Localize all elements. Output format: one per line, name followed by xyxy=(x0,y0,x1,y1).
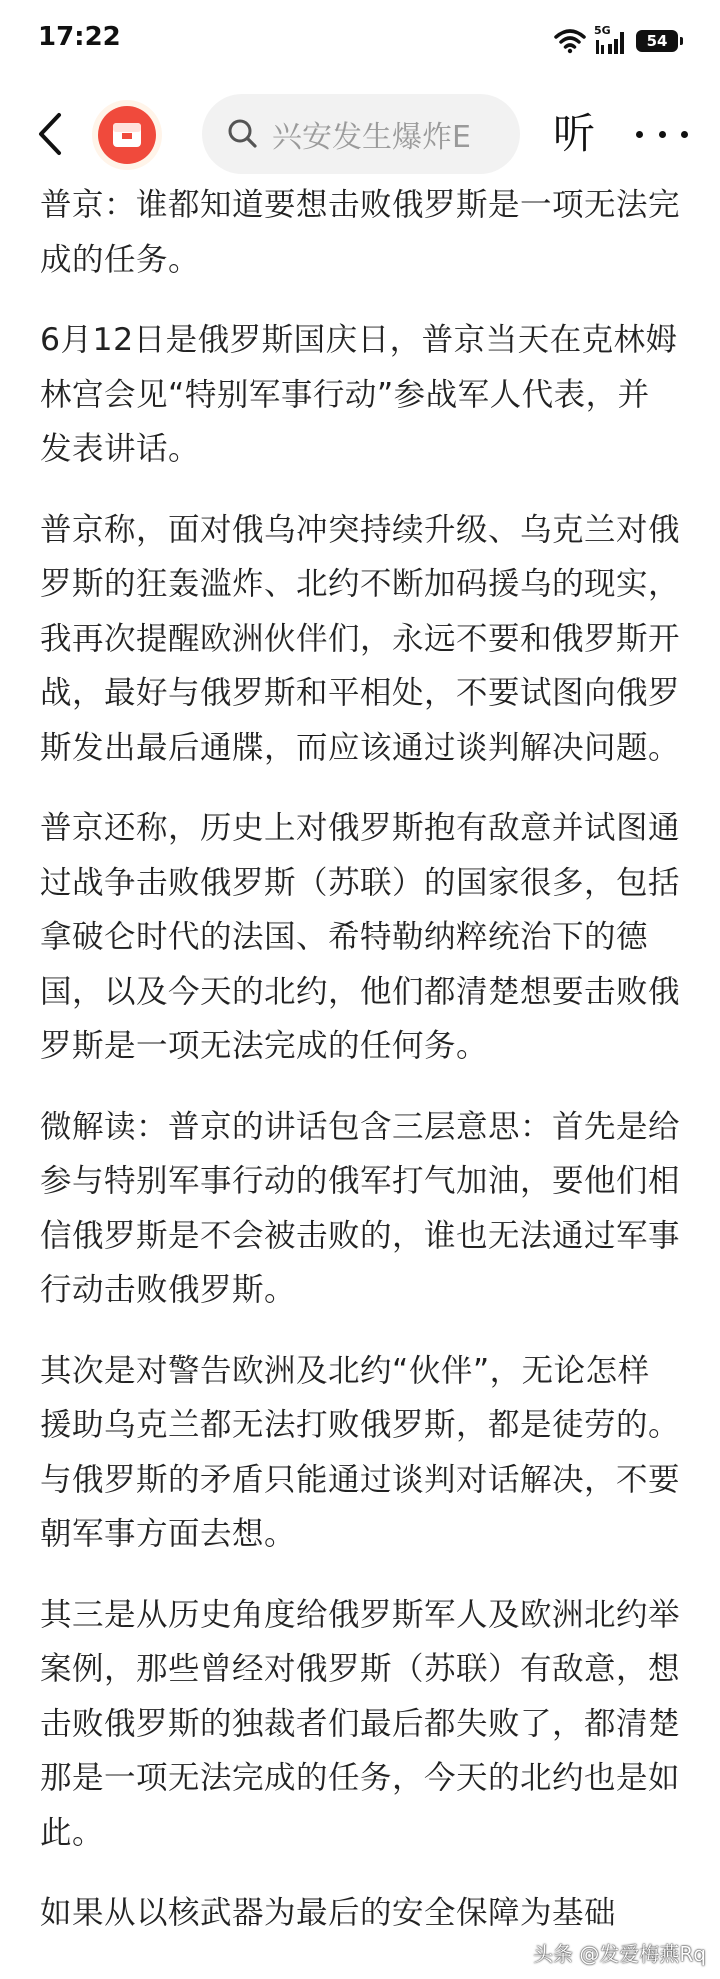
article-paragraph: 如果从以核武器为最后的安全保障为基础 xyxy=(40,1895,617,1931)
more-button[interactable] xyxy=(636,108,688,160)
wifi-icon xyxy=(554,28,586,54)
article-paragraph: 其三是从历史角度给俄罗斯军人及欧洲北约举案例，那些曾经对俄罗斯（苏联）有敌意，想击败俄罗斯的独裁者们最后都失败了，都清楚那是一项无法完成的任务，今天的北约也是如此。 xyxy=(40,1596,681,1851)
article-body xyxy=(40,178,680,1967)
top-nav-bar xyxy=(0,86,720,182)
cellular-signal-icon xyxy=(594,26,628,56)
article-paragraph: 普京还称，历史上对俄罗斯抱有敌意并试图通过战争击败俄罗斯（苏联）的国家很多，包括拿破仑时代的法国、希特勒纳粹统治下的德国，以及今天的北约，他们都清楚想要击败俄罗斯是一项无法完成的任何务。 xyxy=(40,810,681,1064)
status-icons xyxy=(554,24,678,58)
search-placeholder: 兴安发生爆炸E xyxy=(272,120,471,155)
watermark: 头条 @发爱梅燕Rq xyxy=(533,1942,706,1966)
app-logo-icon xyxy=(98,106,156,164)
more-icon-dot xyxy=(681,131,688,138)
article-paragraph: 普京：谁都知道要想击败俄罗斯是一项无法完成的任务。 xyxy=(40,187,681,278)
back-button[interactable] xyxy=(28,104,72,164)
status-time: 17:22 xyxy=(38,22,121,52)
app-logo[interactable] xyxy=(92,100,162,170)
article-paragraph: 6月12日是俄罗斯国庆日，普京当天在克林姆林宫会见“特别军事行动”参战军人代表，并发表讲话。 xyxy=(40,322,678,467)
more-icon-dot xyxy=(636,131,643,138)
more-icon-dot xyxy=(659,131,666,138)
battery-indicator: 54 xyxy=(636,30,678,52)
network-type: 5G xyxy=(594,24,611,37)
article-paragraph: 普京称，面对俄乌冲突持续升级、乌克兰对俄罗斯的狂轰滥炸、北约不断加码援乌的现实，我再次提醒欧洲伙伴们，永远不要和俄罗斯开战，最好与俄罗斯和平相处，不要试图向俄罗斯发出最后通牒，而应该通过谈判解决问题。 xyxy=(40,511,681,766)
back-arrow-icon xyxy=(37,112,63,156)
listen-button[interactable]: 听 xyxy=(553,109,596,158)
status-bar xyxy=(0,0,720,80)
search-icon xyxy=(226,117,260,151)
search-box[interactable] xyxy=(202,94,520,174)
article-paragraph: 微解读：普京的讲话包含三层意思：首先是给参与特别军事行动的俄军打气加油，要他们相信俄罗斯是不会被击败的，谁也无法通过军事行动击败俄罗斯。 xyxy=(40,1108,681,1308)
article-paragraph: 其次是对警告欧洲及北约“伙伴”，无论怎样援助乌克兰都无法打败俄罗斯，都是徒劳的。与俄罗斯的矛盾只能通过谈判对话解决，不要朝军事方面去想。 xyxy=(40,1352,681,1552)
